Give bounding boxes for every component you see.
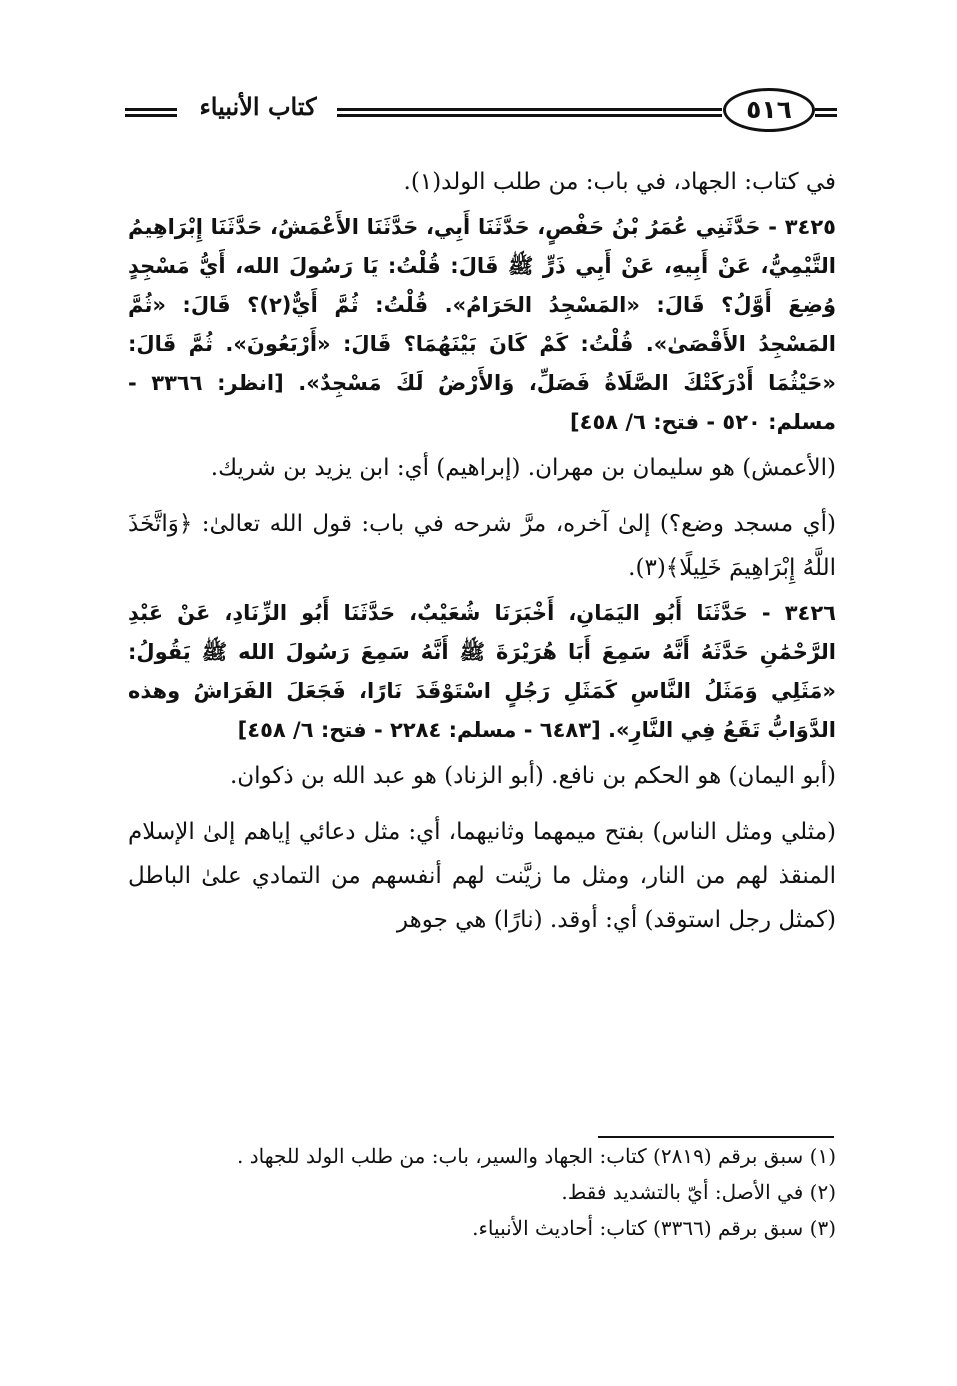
page-number: ٥١٦ (723, 88, 815, 132)
header-rule-right (815, 108, 837, 111)
footnote: (١) سبق برقم (٢٨١٩) كتاب: الجهاد والسير، باب: من طلب الولد للجهاد . (237, 1144, 836, 1168)
commentary-paragraph: (أي مسجد وضع؟) إلىٰ آخره، مرَّ شرحه في باب: قول الله تعالىٰ: ﴿وَاتَّخَذَ اللَّهُ إِبْرَاهِيمَ خَلِيلًا﴾(٣). (128, 511, 836, 581)
hadith-text: ٣٤٢٦ - حَدَّثَنَا أَبُو اليَمَانِ، أَخْبَرَنَا شُعَيْبٌ، حَدَّثَنَا أَبُو الزِّنَادِ، عَنْ عَبْدِ الرَّحْمَٰنِ حَدَّثَهُ أَنَّهُ سَمِعَ أَبَا هُرَيْرَةَ ﷺ أَنَّهُ سَمِعَ رَسُولَ الله ﷺ يَقُولُ: «مَثَلِي وَمَثَلُ النَّاسِ كَمَثَلِ رَجُلٍ اسْتَوْقَدَ نَارًا، فَجَعَلَ الفَرَاشُ وهذه الدَّوَابُّ تَقَعُ فِي النَّارِ». [٦٤٨٣ - مسلم: ٢٢٨٤ - فتح: ٦/ ٤٥٨] (128, 601, 836, 742)
commentary-paragraph: (الأعمش) هو سليمان بن مهران. (إبراهيم) أي: ابن يزيد بن شريك. (210, 455, 836, 481)
commentary-paragraph: (مثلي ومثل الناس) بفتح ميمهما وثانيهما، أي: مثل دعائي إياهم إلىٰ الإسلام المنقذ لهم من النار، ومثل ما زيَّنت لهم أنفسهم من التمادي علىٰ الباطل (كمثل رجل استوقد) أي: أوقد. (نارًا) هي جوهر (128, 819, 836, 933)
body-paragraph: في كتاب: الجهاد، في باب: من طلب الولد(١). (403, 169, 836, 195)
header-rule-left (125, 108, 177, 111)
footnote: (٣) سبق برقم (٣٣٦٦) كتاب: أحاديث الأنبياء. (472, 1216, 836, 1240)
page-header (125, 88, 835, 140)
footnotes (128, 1138, 836, 1246)
commentary-paragraph: (أبو اليمان) هو الحكم بن نافع. (أبو الزناد) هو عبد الله بن ذكوان. (229, 763, 836, 789)
header-rule-middle (337, 108, 722, 111)
book-title: كتاب الأنبياء (199, 92, 317, 121)
page-body (128, 160, 836, 942)
hadith-text: ٣٤٢٥ - حَدَّثَنِي عُمَرُ بْنُ حَفْصٍ، حَدَّثَنَا أَبِي، حَدَّثَنَا الأَعْمَشُ، حَدَّثَنَا إِبْرَاهِيمُ التَّيْمِيُّ، عَنْ أَبِيهِ، عَنْ أَبِي ذَرٍّ ﷺ قَالَ: قُلْتُ: يَا رَسُولَ الله، أَيُّ مَسْجِدٍ وُضِعَ أَوَّلُ؟ قَالَ: «المَسْجِدُ الحَرَامُ». قُلْتُ: ثُمَّ أَيٌّ(٢)؟ قَالَ: «ثُمَّ المَسْجِدُ الأَقْصَىٰ». قُلْتُ: كَمْ كَانَ بَيْنَهُمَا؟ قَالَ: «أَرْبَعُونَ». ثُمَّ قَالَ: «حَيْثُمَا أَدْرَكَتْكَ الصَّلَاةُ فَصَلِّ، وَالأَرْضُ لَكَ مَسْجِدٌ». [انظر: ٣٣٦٦ - مسلم: ٥٢٠ - فتح: ٦/ ٤٥٨] (128, 215, 836, 434)
footnote: (٢) في الأصل: أيّ بالتشديد فقط. (561, 1180, 836, 1204)
